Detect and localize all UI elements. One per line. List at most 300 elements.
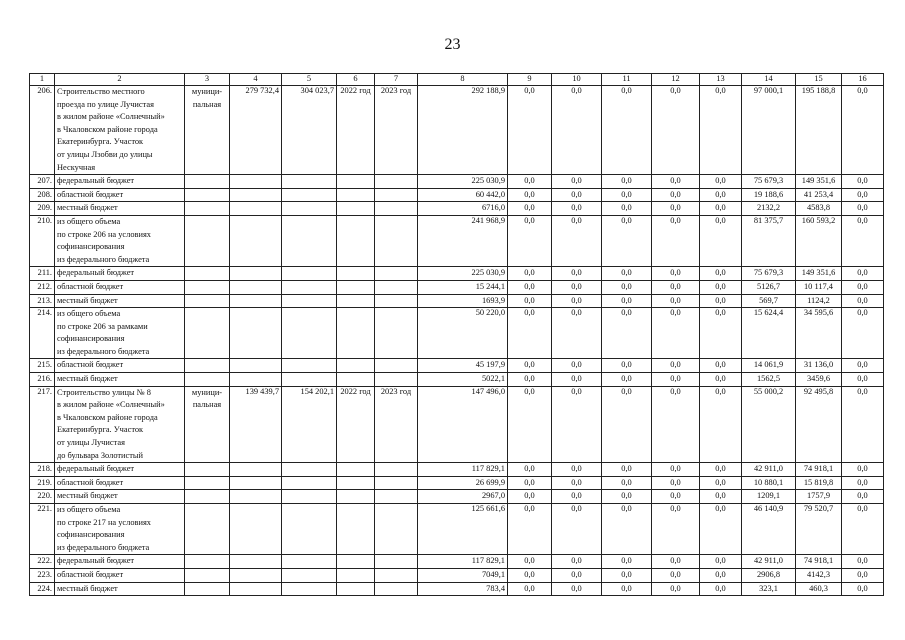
amount-cell-14: 2132,2 bbox=[742, 202, 796, 216]
row-name bbox=[55, 490, 185, 504]
row-name-line: местный бюджет bbox=[57, 374, 118, 384]
amount-cell-13: 0,0 bbox=[700, 373, 742, 387]
amount-cell-9: 0,0 bbox=[508, 463, 552, 477]
amount-cell-16: 0,0 bbox=[842, 373, 884, 387]
column-header-row bbox=[30, 74, 884, 86]
amount-cell-11: 0,0 bbox=[602, 555, 652, 569]
column-header-1: 1 bbox=[30, 74, 55, 86]
row-name bbox=[55, 308, 185, 359]
amount-cell-13: 0,0 bbox=[700, 267, 742, 281]
estimated-cost-cell bbox=[230, 373, 282, 387]
amount-cell-9: 0,0 bbox=[508, 568, 552, 582]
ownership-cell bbox=[185, 202, 230, 216]
amount-cell-15: 149 351,6 bbox=[796, 175, 842, 189]
estimated-cost-cell: 139 439,7 bbox=[230, 386, 282, 463]
end-year-cell bbox=[375, 463, 418, 477]
amount-cell-15: 4583,8 bbox=[796, 202, 842, 216]
end-year-cell bbox=[375, 504, 418, 555]
amount-cell-13: 0,0 bbox=[700, 86, 742, 175]
amount-cell-9: 0,0 bbox=[508, 188, 552, 202]
column-header-13: 13 bbox=[700, 74, 742, 86]
row-number: 213. bbox=[30, 294, 55, 308]
amount-cell-11: 0,0 bbox=[602, 202, 652, 216]
amount-cell-11: 0,0 bbox=[602, 386, 652, 463]
start-year-cell bbox=[337, 476, 375, 490]
estimated-cost-cell bbox=[230, 582, 282, 596]
row-name bbox=[55, 215, 185, 266]
amount-cell-14: 2906,8 bbox=[742, 568, 796, 582]
column-header-10: 10 bbox=[552, 74, 602, 86]
end-year-cell bbox=[375, 308, 418, 359]
row-name-line: Екатеринбурга. Участок bbox=[57, 425, 144, 435]
column-header-3: 3 bbox=[185, 74, 230, 86]
ownership-line: муници- bbox=[191, 387, 223, 397]
end-year-cell bbox=[375, 490, 418, 504]
row-name-line: в Чкаловском районе города bbox=[57, 412, 158, 422]
amount-cell-12: 0,0 bbox=[652, 188, 700, 202]
estimated-cost-cell bbox=[230, 267, 282, 281]
start-year-cell bbox=[337, 280, 375, 294]
amount-cell-10: 0,0 bbox=[552, 215, 602, 266]
row-name-line: Строительство улицы № 8 bbox=[57, 387, 151, 397]
table-row bbox=[30, 86, 884, 175]
start-year-cell bbox=[337, 373, 375, 387]
amount-cell-9: 0,0 bbox=[508, 386, 552, 463]
table-row bbox=[30, 373, 884, 387]
end-year-cell bbox=[375, 582, 418, 596]
amount-cell-15: 34 595,6 bbox=[796, 308, 842, 359]
amount-cell-14: 14 061,9 bbox=[742, 359, 796, 373]
total-amount-cell: 60 442,0 bbox=[418, 188, 508, 202]
row-name bbox=[55, 373, 185, 387]
amount-cell-9: 0,0 bbox=[508, 504, 552, 555]
column-header-7: 7 bbox=[375, 74, 418, 86]
ownership-cell bbox=[185, 490, 230, 504]
ownership-cell bbox=[185, 504, 230, 555]
table-row bbox=[30, 386, 884, 463]
estimated-cost-cell bbox=[230, 490, 282, 504]
amount-cell-11: 0,0 bbox=[602, 188, 652, 202]
end-year-cell bbox=[375, 476, 418, 490]
amount-cell-10: 0,0 bbox=[552, 188, 602, 202]
estimated-cost-cell bbox=[230, 308, 282, 359]
column-header-14: 14 bbox=[742, 74, 796, 86]
ownership-cell bbox=[185, 555, 230, 569]
row-name-line: федеральный бюджет bbox=[57, 268, 135, 278]
amount-cell-13: 0,0 bbox=[700, 188, 742, 202]
row-number: 219. bbox=[30, 476, 55, 490]
total-amount-cell: 241 968,9 bbox=[418, 215, 508, 266]
row-number: 222. bbox=[30, 555, 55, 569]
row-name bbox=[55, 175, 185, 189]
row-number: 207. bbox=[30, 175, 55, 189]
amount-cell-13: 0,0 bbox=[700, 463, 742, 477]
row-name-line: областной бюджет bbox=[57, 189, 124, 199]
amount-cell-14: 55 000,2 bbox=[742, 386, 796, 463]
total-cost-cell bbox=[282, 568, 337, 582]
row-name bbox=[55, 280, 185, 294]
total-amount-cell: 225 030,9 bbox=[418, 175, 508, 189]
ownership-line: пальная bbox=[192, 400, 222, 410]
table-row bbox=[30, 490, 884, 504]
total-cost-cell bbox=[282, 308, 337, 359]
row-name bbox=[55, 359, 185, 373]
row-name bbox=[55, 476, 185, 490]
amount-cell-12: 0,0 bbox=[652, 568, 700, 582]
amount-cell-15: 74 918,1 bbox=[796, 463, 842, 477]
row-number: 221. bbox=[30, 504, 55, 555]
row-name-line: из общего объема bbox=[57, 309, 121, 319]
amount-cell-15: 10 117,4 bbox=[796, 280, 842, 294]
amount-cell-16: 0,0 bbox=[842, 476, 884, 490]
amount-cell-12: 0,0 bbox=[652, 359, 700, 373]
amount-cell-14: 15 624,4 bbox=[742, 308, 796, 359]
start-year-cell bbox=[337, 294, 375, 308]
estimated-cost-cell bbox=[230, 175, 282, 189]
amount-cell-12: 0,0 bbox=[652, 373, 700, 387]
amount-cell-14: 75 679,3 bbox=[742, 267, 796, 281]
estimated-cost-cell bbox=[230, 294, 282, 308]
row-name-line: до бульвара Золотистый bbox=[57, 450, 144, 460]
ownership-cell bbox=[185, 294, 230, 308]
table-row bbox=[30, 504, 884, 555]
amount-cell-16: 0,0 bbox=[842, 568, 884, 582]
amount-cell-16: 0,0 bbox=[842, 267, 884, 281]
column-header-15: 15 bbox=[796, 74, 842, 86]
column-header-11: 11 bbox=[602, 74, 652, 86]
column-header-2: 2 bbox=[55, 74, 185, 86]
amount-cell-15: 1757,9 bbox=[796, 490, 842, 504]
total-cost-cell bbox=[282, 463, 337, 477]
total-amount-cell: 5022,1 bbox=[418, 373, 508, 387]
amount-cell-15: 74 918,1 bbox=[796, 555, 842, 569]
amount-cell-11: 0,0 bbox=[602, 490, 652, 504]
ownership-cell bbox=[185, 373, 230, 387]
ownership-cell bbox=[185, 476, 230, 490]
row-name-line: от улицы Лучистая bbox=[57, 438, 125, 448]
amount-cell-10: 0,0 bbox=[552, 568, 602, 582]
amount-cell-10: 0,0 bbox=[552, 175, 602, 189]
row-number: 206. bbox=[30, 86, 55, 175]
row-number: 215. bbox=[30, 359, 55, 373]
amount-cell-14: 81 375,7 bbox=[742, 215, 796, 266]
total-cost-cell bbox=[282, 476, 337, 490]
ownership-cell bbox=[185, 267, 230, 281]
amount-cell-12: 0,0 bbox=[652, 555, 700, 569]
row-name-line: по строке 206 за рамками bbox=[57, 321, 148, 331]
amount-cell-10: 0,0 bbox=[552, 86, 602, 175]
table-row bbox=[30, 463, 884, 477]
column-header-16: 16 bbox=[842, 74, 884, 86]
total-amount-cell: 292 188,9 bbox=[418, 86, 508, 175]
amount-cell-12: 0,0 bbox=[652, 86, 700, 175]
table-row bbox=[30, 202, 884, 216]
amount-cell-16: 0,0 bbox=[842, 280, 884, 294]
amount-cell-15: 160 593,2 bbox=[796, 215, 842, 266]
estimated-cost-cell bbox=[230, 504, 282, 555]
estimated-cost-cell: 279 732,4 bbox=[230, 86, 282, 175]
amount-cell-11: 0,0 bbox=[602, 373, 652, 387]
row-name bbox=[55, 582, 185, 596]
amount-cell-14: 1562,5 bbox=[742, 373, 796, 387]
ownership-cell bbox=[185, 175, 230, 189]
total-amount-cell: 1693,9 bbox=[418, 294, 508, 308]
row-name-line: федеральный бюджет bbox=[57, 556, 135, 566]
amount-cell-13: 0,0 bbox=[700, 175, 742, 189]
start-year-cell bbox=[337, 490, 375, 504]
end-year-cell bbox=[375, 555, 418, 569]
row-name-line: из общего объема bbox=[57, 505, 121, 514]
amount-cell-9: 0,0 bbox=[508, 267, 552, 281]
amount-cell-12: 0,0 bbox=[652, 215, 700, 266]
total-cost-cell bbox=[282, 359, 337, 373]
amount-cell-16: 0,0 bbox=[842, 294, 884, 308]
total-cost-cell bbox=[282, 504, 337, 555]
table-row bbox=[30, 188, 884, 202]
table-row bbox=[30, 280, 884, 294]
end-year-cell bbox=[375, 175, 418, 189]
column-header-9: 9 bbox=[508, 74, 552, 86]
total-cost-cell bbox=[282, 188, 337, 202]
amount-cell-10: 0,0 bbox=[552, 280, 602, 294]
amount-cell-10: 0,0 bbox=[552, 463, 602, 477]
row-name bbox=[55, 294, 185, 308]
amount-cell-9: 0,0 bbox=[508, 555, 552, 569]
amount-cell-12: 0,0 bbox=[652, 280, 700, 294]
ownership-cell bbox=[185, 359, 230, 373]
row-name bbox=[55, 202, 185, 216]
row-name-line: из общего объема bbox=[57, 216, 121, 226]
total-cost-cell bbox=[282, 490, 337, 504]
row-number: 210. bbox=[30, 215, 55, 266]
table-row bbox=[30, 476, 884, 490]
ownership-cell bbox=[185, 308, 230, 359]
row-name-line: по строке 206 на условиях bbox=[57, 229, 151, 239]
amount-cell-14: 19 188,6 bbox=[742, 188, 796, 202]
amount-cell-13: 0,0 bbox=[700, 308, 742, 359]
row-name-line: местный бюджет bbox=[57, 583, 118, 593]
end-year-cell bbox=[375, 188, 418, 202]
amount-cell-9: 0,0 bbox=[508, 582, 552, 596]
estimated-cost-cell bbox=[230, 202, 282, 216]
total-cost-cell bbox=[282, 267, 337, 281]
amount-cell-14: 97 000,1 bbox=[742, 86, 796, 175]
amount-cell-10: 0,0 bbox=[552, 582, 602, 596]
row-name-line: в жилом районе «Солнечный» bbox=[57, 400, 165, 410]
row-name-line: из федерального бюджета bbox=[57, 542, 150, 552]
amount-cell-16: 0,0 bbox=[842, 582, 884, 596]
amount-cell-12: 0,0 bbox=[652, 463, 700, 477]
amount-cell-16: 0,0 bbox=[842, 175, 884, 189]
row-name-line: софинансирования bbox=[57, 242, 125, 252]
row-name-line: софинансирования bbox=[57, 530, 125, 540]
column-header-5: 5 bbox=[282, 74, 337, 86]
total-amount-cell: 147 496,0 bbox=[418, 386, 508, 463]
total-amount-cell: 2967,0 bbox=[418, 490, 508, 504]
amount-cell-14: 42 911,0 bbox=[742, 463, 796, 477]
row-name-line: в жилом районе «Солнечный» bbox=[57, 112, 165, 122]
total-cost-cell bbox=[282, 555, 337, 569]
amount-cell-11: 0,0 bbox=[602, 359, 652, 373]
estimated-cost-cell bbox=[230, 568, 282, 582]
row-name-line: по строке 217 на условиях bbox=[57, 517, 151, 527]
row-number: 212. bbox=[30, 280, 55, 294]
amount-cell-9: 0,0 bbox=[508, 215, 552, 266]
end-year-cell: 2023 год bbox=[375, 86, 418, 175]
amount-cell-9: 0,0 bbox=[508, 294, 552, 308]
row-number: 217. bbox=[30, 386, 55, 463]
ownership-cell bbox=[185, 463, 230, 477]
ownership-line: пальная bbox=[192, 99, 222, 109]
amount-cell-16: 0,0 bbox=[842, 386, 884, 463]
end-year-cell bbox=[375, 568, 418, 582]
amount-cell-9: 0,0 bbox=[508, 308, 552, 359]
table-row bbox=[30, 568, 884, 582]
end-year-cell bbox=[375, 280, 418, 294]
estimated-cost-cell bbox=[230, 463, 282, 477]
row-name-line: местный бюджет bbox=[57, 203, 118, 213]
amount-cell-10: 0,0 bbox=[552, 202, 602, 216]
start-year-cell bbox=[337, 582, 375, 596]
amount-cell-16: 0,0 bbox=[842, 555, 884, 569]
row-number: 218. bbox=[30, 463, 55, 477]
row-number: 224. bbox=[30, 582, 55, 596]
total-cost-cell bbox=[282, 294, 337, 308]
amount-cell-12: 0,0 bbox=[652, 490, 700, 504]
amount-cell-14: 5126,7 bbox=[742, 280, 796, 294]
estimated-cost-cell bbox=[230, 215, 282, 266]
amount-cell-13: 0,0 bbox=[700, 359, 742, 373]
amount-cell-10: 0,0 bbox=[552, 490, 602, 504]
amount-cell-12: 0,0 bbox=[652, 504, 700, 555]
row-name-line: от улицы Лзобви до улицы bbox=[57, 149, 153, 159]
start-year-cell bbox=[337, 175, 375, 189]
row-number: 216. bbox=[30, 373, 55, 387]
row-number: 214. bbox=[30, 308, 55, 359]
amount-cell-15: 15 819,8 bbox=[796, 476, 842, 490]
amount-cell-13: 0,0 bbox=[700, 280, 742, 294]
amount-cell-9: 0,0 bbox=[508, 373, 552, 387]
start-year-cell bbox=[337, 308, 375, 359]
amount-cell-12: 0,0 bbox=[652, 294, 700, 308]
amount-cell-14: 323,1 bbox=[742, 582, 796, 596]
total-cost-cell bbox=[282, 582, 337, 596]
row-name-line: Нескучная bbox=[57, 162, 96, 172]
total-amount-cell: 225 030,9 bbox=[418, 267, 508, 281]
amount-cell-16: 0,0 bbox=[842, 504, 884, 555]
amount-cell-11: 0,0 bbox=[602, 504, 652, 555]
amount-cell-10: 0,0 bbox=[552, 476, 602, 490]
start-year-cell bbox=[337, 463, 375, 477]
table-row bbox=[30, 267, 884, 281]
ownership-cell bbox=[185, 86, 230, 175]
table-row bbox=[30, 175, 884, 189]
row-name-line: областной бюджет bbox=[57, 360, 124, 370]
ownership-line: муници- bbox=[191, 87, 223, 96]
start-year-cell bbox=[337, 188, 375, 202]
row-name-line: из федерального бюджета bbox=[57, 254, 150, 264]
total-amount-cell: 117 829,1 bbox=[418, 555, 508, 569]
amount-cell-11: 0,0 bbox=[602, 86, 652, 175]
amount-cell-14: 1209,1 bbox=[742, 490, 796, 504]
row-name bbox=[55, 504, 185, 555]
total-cost-cell bbox=[282, 373, 337, 387]
column-header-12: 12 bbox=[652, 74, 700, 86]
amount-cell-10: 0,0 bbox=[552, 308, 602, 359]
amount-cell-15: 460,3 bbox=[796, 582, 842, 596]
amount-cell-12: 0,0 bbox=[652, 582, 700, 596]
start-year-cell bbox=[337, 215, 375, 266]
start-year-cell: 2022 год bbox=[337, 86, 375, 175]
row-name bbox=[55, 463, 185, 477]
amount-cell-13: 0,0 bbox=[700, 202, 742, 216]
estimated-cost-cell bbox=[230, 476, 282, 490]
amount-cell-12: 0,0 bbox=[652, 202, 700, 216]
total-amount-cell: 7049,1 bbox=[418, 568, 508, 582]
table-body bbox=[30, 86, 884, 596]
total-cost-cell: 304 023,7 bbox=[282, 86, 337, 175]
amount-cell-11: 0,0 bbox=[602, 476, 652, 490]
end-year-cell bbox=[375, 359, 418, 373]
total-amount-cell: 45 197,9 bbox=[418, 359, 508, 373]
row-number: 209. bbox=[30, 202, 55, 216]
total-cost-cell: 154 202,1 bbox=[282, 386, 337, 463]
row-name-line: местный бюджет bbox=[57, 295, 118, 305]
row-number: 223. bbox=[30, 568, 55, 582]
ownership-cell bbox=[185, 188, 230, 202]
total-amount-cell: 783,4 bbox=[418, 582, 508, 596]
row-name-line: областной бюджет bbox=[57, 477, 124, 487]
amount-cell-9: 0,0 bbox=[508, 476, 552, 490]
amount-cell-15: 1124,2 bbox=[796, 294, 842, 308]
amount-cell-16: 0,0 bbox=[842, 188, 884, 202]
total-amount-cell: 6716,0 bbox=[418, 202, 508, 216]
amount-cell-13: 0,0 bbox=[700, 386, 742, 463]
estimated-cost-cell bbox=[230, 359, 282, 373]
end-year-cell: 2023 год bbox=[375, 386, 418, 463]
amount-cell-10: 0,0 bbox=[552, 386, 602, 463]
total-amount-cell: 125 661,6 bbox=[418, 504, 508, 555]
start-year-cell bbox=[337, 202, 375, 216]
amount-cell-10: 0,0 bbox=[552, 267, 602, 281]
table-row bbox=[30, 582, 884, 596]
total-cost-cell bbox=[282, 202, 337, 216]
amount-cell-11: 0,0 bbox=[602, 294, 652, 308]
amount-cell-11: 0,0 bbox=[602, 568, 652, 582]
row-name bbox=[55, 188, 185, 202]
start-year-cell bbox=[337, 568, 375, 582]
table-row bbox=[30, 215, 884, 266]
end-year-cell bbox=[375, 267, 418, 281]
column-header-8: 8 bbox=[418, 74, 508, 86]
amount-cell-16: 0,0 bbox=[842, 86, 884, 175]
amount-cell-11: 0,0 bbox=[602, 280, 652, 294]
amount-cell-12: 0,0 bbox=[652, 386, 700, 463]
amount-cell-15: 4142,3 bbox=[796, 568, 842, 582]
row-name-line: из федерального бюджета bbox=[57, 346, 150, 356]
amount-cell-13: 0,0 bbox=[700, 215, 742, 266]
amount-cell-15: 92 495,8 bbox=[796, 386, 842, 463]
amount-cell-10: 0,0 bbox=[552, 359, 602, 373]
amount-cell-13: 0,0 bbox=[700, 476, 742, 490]
amount-cell-12: 0,0 bbox=[652, 308, 700, 359]
amount-cell-14: 75 679,3 bbox=[742, 175, 796, 189]
end-year-cell bbox=[375, 215, 418, 266]
row-name-line: проезда по улице Лучистая bbox=[57, 99, 154, 109]
amount-cell-13: 0,0 bbox=[700, 582, 742, 596]
row-name bbox=[55, 555, 185, 569]
amount-cell-16: 0,0 bbox=[842, 308, 884, 359]
